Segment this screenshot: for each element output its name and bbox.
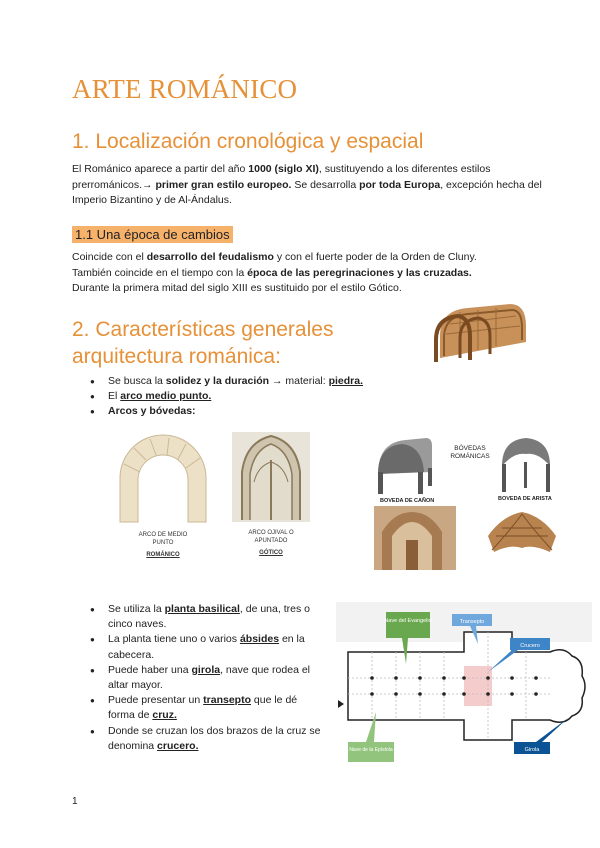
page-title: ARTE ROMÁNICO	[72, 74, 298, 104]
section-heading-1-1: 1.1 Una época de cambios	[72, 226, 233, 244]
section11-paragraph: Coincide con el desarrollo del feudalismo y con el fuerte poder de la Orden de Cluny. También coincide en el tiempo con la época de las peregrinaciones y las cruzadas. Durante la primera mitad del siglo XIII es sustituido por el estilo Gótico.	[72, 251, 477, 294]
features-list	[90, 374, 470, 420]
section-heading-2: 2. Características generales arquitectura románica:	[72, 318, 334, 368]
list-item: ● Puede haber una girola, nave que rodea el altar mayor.	[90, 663, 324, 693]
list-item: ● Arcos y bóvedas:	[90, 404, 470, 419]
basilica-plan-diagram	[336, 602, 592, 766]
plan-list	[90, 602, 324, 754]
list-item: ● Donde se cruzan los dos brazos de la cruz se denomina crucero.	[90, 724, 324, 754]
list-item: ● Se busca la solidez y la duración → material: piedra.	[90, 374, 470, 389]
nave-epistola-label: Nave de la Epístola	[349, 747, 393, 753]
list-item: ● La planta tiene uno o varios ábsides en la cabecera.	[90, 632, 324, 662]
barrel-vault-image	[430, 296, 530, 368]
list-item: ● Se utiliza la planta basilical, de una, tres o cinco naves.	[90, 602, 324, 632]
girola-label: Girola	[524, 747, 540, 753]
gothic-arch-image: ARCO OJIVAL O APUNTADO GÓTICO	[232, 432, 310, 562]
section1-paragraph: El Románico aparece a partir del año 1000 (siglo XI), sustituyendo a los diferentes estilos prerrománicos.→ primer gran estilo europeo. Se desarrolla por toda Europa, excepción hecha del Imperio Bizantino y de Al-Ándalus.	[72, 163, 542, 206]
romanesque-arch-image: ARCO DE MEDIO PUNTO ROMÁNICO	[116, 434, 210, 564]
section-heading-1: 1. Localización cronológica y espacial	[72, 130, 424, 153]
vaults-title-2: ROMÁNICAS	[450, 453, 490, 460]
nave-evangelio-label: Nave del Evangelio	[384, 618, 432, 624]
vaults-image	[372, 432, 560, 572]
canon-label: BOVEDA DE CAÑON	[380, 498, 435, 504]
list-item: ● Puede presentar un transepto que le dé forma de cruz.	[90, 693, 324, 723]
crucero-label: Crucero	[520, 643, 540, 649]
arista-label: BOVEDA DE ARISTA	[498, 496, 552, 502]
transepto-label: Transepto	[459, 619, 485, 625]
list-item: ● El arco medio punto.	[90, 389, 470, 404]
vaults-title-1: BÓVEDAS	[454, 445, 486, 452]
page-number: 1	[72, 796, 78, 807]
